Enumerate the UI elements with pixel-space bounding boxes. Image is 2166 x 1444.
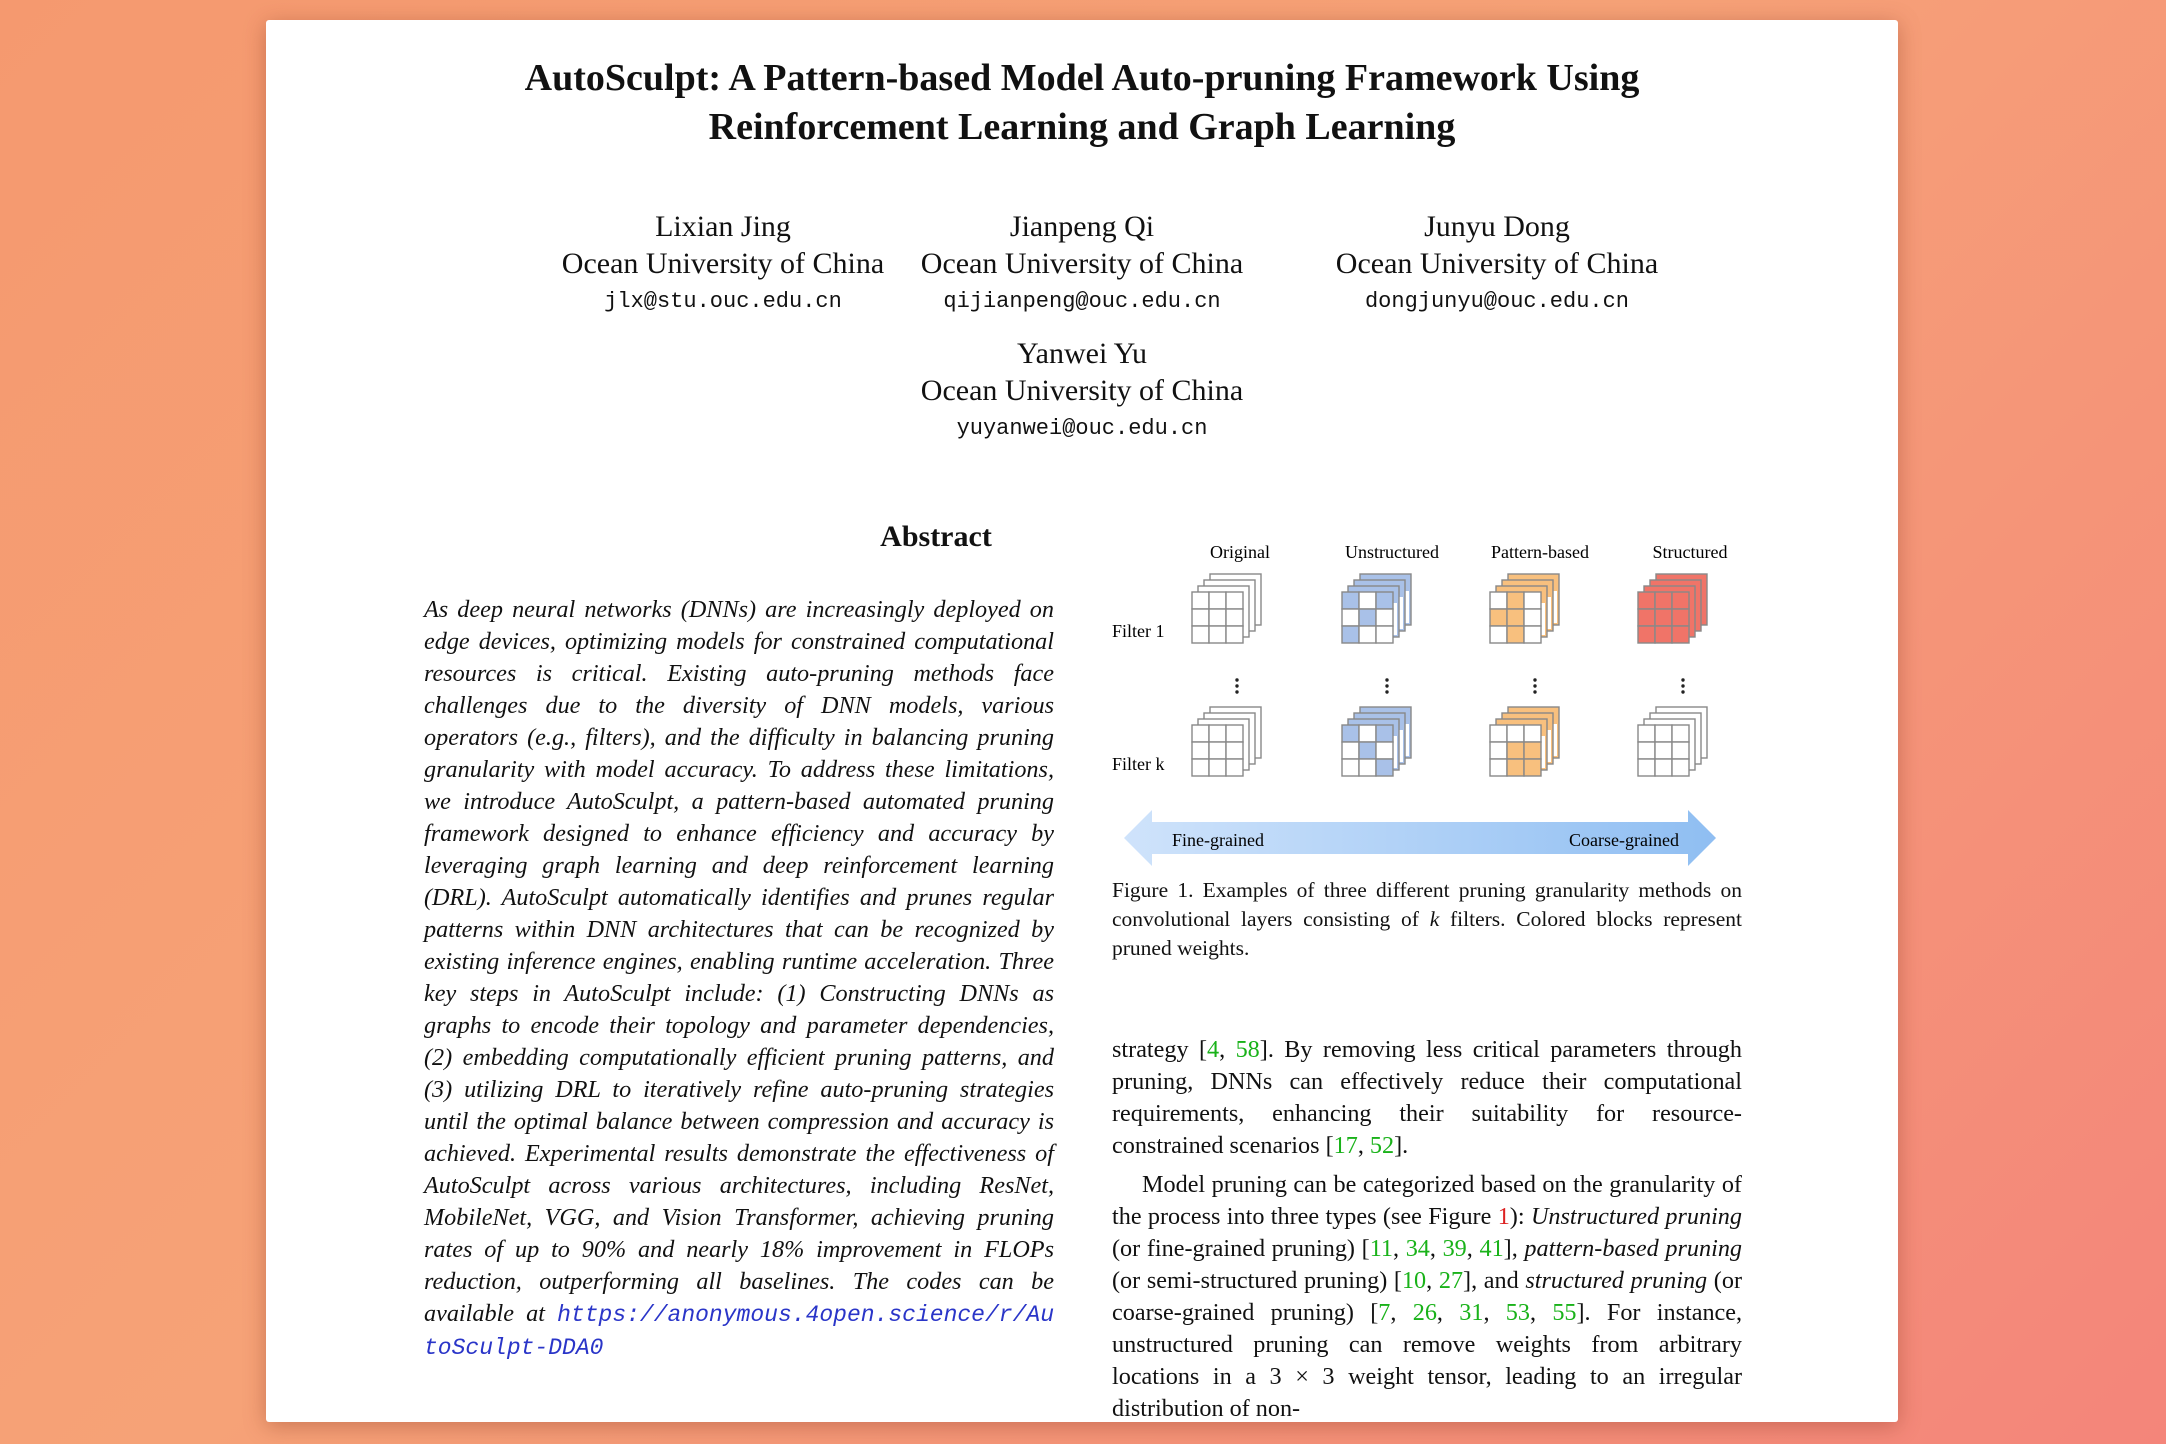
ellipsis-dot [1235, 690, 1238, 693]
weight-cell [1507, 592, 1524, 609]
author-email[interactable]: jlx@stu.ouc.edu.cn [604, 289, 842, 314]
citation-link[interactable]: 11 [1369, 1235, 1393, 1262]
weight-cell [1376, 725, 1393, 742]
author-name: Junyu Dong [1424, 210, 1570, 243]
arrow-label-coarse-grained: Coarse-grained [1569, 830, 1679, 850]
weight-cell [1376, 626, 1393, 643]
citation-link[interactable]: 31 [1459, 1299, 1484, 1326]
weight-cell [1226, 592, 1243, 609]
weight-cell [1226, 626, 1243, 643]
author-name: Jianpeng Qi [1009, 210, 1155, 243]
body-text-column [1112, 1034, 1742, 1422]
filter-stack-pattern-based-row-2 [1490, 707, 1559, 776]
weight-cell [1655, 742, 1672, 759]
citation-link[interactable]: 27 [1438, 1267, 1464, 1294]
figure-reference-link[interactable]: 1 [1497, 1203, 1510, 1230]
filter-stack-structured-row-2 [1638, 707, 1707, 776]
weight-cell [1342, 592, 1359, 609]
ellipsis-dot [1681, 690, 1684, 693]
author-affiliation: Ocean University of China [920, 247, 1244, 280]
ellipsis-dot [1385, 690, 1388, 693]
row-label-filter-k: Filter k [1112, 754, 1165, 774]
weight-cell [1672, 592, 1689, 609]
title-line-1: AutoSculpt: A Pattern-based Model Auto-pruning Framework Using [524, 57, 1640, 99]
weight-cell [1638, 759, 1655, 776]
weight-cell [1376, 592, 1393, 609]
author-affiliation: Ocean University of China [561, 247, 885, 280]
citation-link[interactable]: 34 [1405, 1235, 1430, 1262]
title-line-2: Reinforcement Learning and Graph Learning [708, 106, 1456, 148]
weight-cell [1192, 742, 1209, 759]
weight-cell [1638, 725, 1655, 742]
filter-stack-unstructured-row-2 [1342, 707, 1411, 776]
weight-cell [1226, 759, 1243, 776]
weight-cell [1490, 759, 1507, 776]
weight-cell [1359, 759, 1376, 776]
figure-caption: Figure 1. Examples of three different pruning granularity methods on convolutional layers consisting of k filters. Colored blocks represent pruned weights. [1112, 878, 1742, 960]
citation-link[interactable]: 26 [1412, 1299, 1437, 1326]
weight-cell [1490, 592, 1507, 609]
weight-cell [1209, 759, 1226, 776]
weight-cell [1524, 759, 1541, 776]
filter-stack-original-row-1 [1192, 574, 1261, 643]
weight-cell [1655, 626, 1672, 643]
author-block-3 [1287, 208, 1707, 322]
weight-cell [1209, 725, 1226, 742]
citation-link[interactable]: 53 [1505, 1299, 1530, 1326]
filter-stack-original-row-2 [1192, 707, 1261, 776]
weight-cell [1342, 609, 1359, 626]
ellipsis-dot [1681, 684, 1684, 687]
ellipsis-dot [1385, 684, 1388, 687]
author-block-1 [513, 208, 933, 322]
citation-link[interactable]: 41 [1479, 1235, 1504, 1262]
weight-cell [1524, 626, 1541, 643]
citation-link[interactable]: 52 [1369, 1132, 1395, 1159]
caption-variable-k: k [1429, 907, 1440, 931]
weight-cell [1359, 609, 1376, 626]
weight-cell [1376, 759, 1393, 776]
body-paragraph-2: Model pruning can be categorized based on the granularity of the process into three types (see Figure 1): Unstructured pruning (or fine-grained pruning) [11, 34, 39, 41], pattern-based pruning (or semi-structured pruning) [10, 27], and structured pruning (or coarse-grained pruning) [7, 26, 31, 53, 55]. For instance, unstructured pruning can remove weights from arbitrary locations in a 3 × 3 weight tensor, leading to an irregular distribution of non- [1112, 1171, 1743, 1422]
body-paragraph-1: strategy [4, 58]. By removing less critical parameters through pruning, DNNs can effectively reduce their computational requirements, enhancing their suitability for resource-constrained scenarios [17, 52]. [1112, 1036, 1742, 1159]
weight-cell [1226, 609, 1243, 626]
abstract-heading: Abstract [880, 520, 992, 553]
paper-title [266, 54, 1898, 152]
ellipsis-dot [1681, 678, 1684, 681]
weight-cell [1655, 592, 1672, 609]
weight-cell [1524, 742, 1541, 759]
filter-grids [1192, 574, 1707, 776]
weight-cell [1638, 742, 1655, 759]
weight-cell [1672, 626, 1689, 643]
column-label-structured: Structured [1652, 542, 1728, 562]
column-label-unstructured: Unstructured [1345, 542, 1439, 562]
column-label-pattern-based: Pattern-based [1491, 542, 1589, 562]
author-email[interactable]: yuyanwei@ouc.edu.cn [956, 416, 1208, 441]
citation-link[interactable]: 39 [1442, 1235, 1467, 1262]
weight-cell [1507, 626, 1524, 643]
weight-cell [1490, 609, 1507, 626]
paper-page [266, 20, 1898, 1422]
citation-link[interactable]: 4 [1207, 1036, 1220, 1063]
filter-stack-pattern-based-row-1 [1490, 574, 1559, 643]
weight-cell [1342, 759, 1359, 776]
abstract-text: As deep neural networks (DNNs) are increasingly deployed on edge devices, optimizing models for constrained computational resources is critical. Existing auto-pruning methods face challenges due to the diversity of DNN models, various operators (e.g., filters), and the difficulty in balancing pruning granularity with model accuracy. To address these limitations, we introduce AutoSculpt, a pattern-based automated pruning framework designed to enhance efficiency and accuracy by leveraging graph learning and deep reinforcement learning (DRL). AutoSculpt automatically identifies and prunes regular patterns within DNN architectures that can be recognized by existing inference engines, enabling runtime acceleration. Three key steps in AutoSculpt include: (1) Constructing DNNs as graphs to encode their topology and parameter dependencies, (2) embedding computationally efficient pruning patterns, and (3) utilizing DRL to iteratively refine auto-pruning strategies until the optimal balance between compression and accuracy is achieved. Experimental results demonstrate the effectiveness of AutoSculpt across various architectures, including ResNet, MobileNet, VGG, and Vision Transformer, achieving pruning rates of up to 90% and nearly 18% improvement in FLOPs reduction, outperforming all baselines. The codes can be available at [424, 596, 1054, 1327]
author-block-4 [872, 335, 1292, 449]
weight-cell [1655, 759, 1672, 776]
weight-cell [1507, 609, 1524, 626]
citation-link[interactable]: 17 [1333, 1132, 1358, 1159]
weight-cell [1490, 626, 1507, 643]
weight-cell [1209, 626, 1226, 643]
weight-cell [1342, 626, 1359, 643]
weight-cell [1192, 626, 1209, 643]
weight-cell [1226, 725, 1243, 742]
weight-cell [1638, 609, 1655, 626]
weight-cell [1638, 626, 1655, 643]
weight-cell [1192, 609, 1209, 626]
ellipsis-dot [1533, 690, 1536, 693]
weight-cell [1192, 725, 1209, 742]
ellipsis-dot [1235, 684, 1238, 687]
ellipsis-dot [1533, 678, 1536, 681]
citation-link[interactable]: 10 [1401, 1267, 1427, 1294]
weight-cell [1376, 742, 1393, 759]
author-name: Lixian Jing [655, 210, 791, 243]
weight-cell [1226, 742, 1243, 759]
weight-cell [1342, 742, 1359, 759]
code-repository-link[interactable]: https://anonymous.4open.science/r/AutoSculpt-DDA0 [424, 1302, 1054, 1361]
weight-cell [1672, 725, 1689, 742]
weight-cell [1490, 742, 1507, 759]
ellipsis-dot [1533, 684, 1536, 687]
citation-link[interactable]: 58 [1235, 1036, 1260, 1063]
weight-cell [1524, 725, 1541, 742]
weight-cell [1507, 742, 1524, 759]
weight-cell [1209, 592, 1226, 609]
weight-cell [1209, 609, 1226, 626]
weight-cell [1524, 592, 1541, 609]
author-affiliation: Ocean University of China [920, 374, 1244, 407]
weight-cell [1655, 609, 1672, 626]
citation-link[interactable]: 7 [1378, 1299, 1391, 1326]
weight-cell [1209, 742, 1226, 759]
weight-cell [1672, 609, 1689, 626]
weight-cell [1359, 742, 1376, 759]
figure-1 [1112, 520, 1742, 870]
weight-cell [1638, 592, 1655, 609]
author-name: Yanwei Yu [1016, 337, 1148, 370]
weight-cell [1490, 725, 1507, 742]
author-email[interactable]: qijianpeng@ouc.edu.cn [943, 289, 1221, 314]
weight-cell [1192, 592, 1209, 609]
vertical-ellipses [1235, 678, 1684, 693]
weight-cell [1655, 725, 1672, 742]
weight-cell [1342, 725, 1359, 742]
weight-cell [1376, 609, 1393, 626]
ellipsis-dot [1385, 678, 1388, 681]
arrow-label-fine-grained: Fine-grained [1172, 830, 1264, 850]
weight-cell [1359, 592, 1376, 609]
filter-stack-structured-row-1 [1638, 574, 1707, 643]
weight-cell [1672, 759, 1689, 776]
filter-stack-unstructured-row-1 [1342, 574, 1411, 643]
author-block-2 [872, 208, 1292, 322]
author-email[interactable]: dongjunyu@ouc.edu.cn [1364, 289, 1630, 314]
citation-link[interactable]: 55 [1552, 1299, 1577, 1326]
row-label-filter-1: Filter 1 [1112, 621, 1165, 641]
weight-cell [1359, 725, 1376, 742]
author-affiliation: Ocean University of China [1335, 247, 1659, 280]
column-label-original: Original [1210, 542, 1270, 562]
pruning-granularity-diagram [1112, 520, 1742, 870]
ellipsis-dot [1235, 678, 1238, 681]
weight-cell [1192, 759, 1209, 776]
weight-cell [1507, 725, 1524, 742]
abstract-body [424, 594, 1054, 1364]
weight-cell [1359, 626, 1376, 643]
weight-cell [1507, 759, 1524, 776]
weight-cell [1672, 742, 1689, 759]
weight-cell [1524, 609, 1541, 626]
